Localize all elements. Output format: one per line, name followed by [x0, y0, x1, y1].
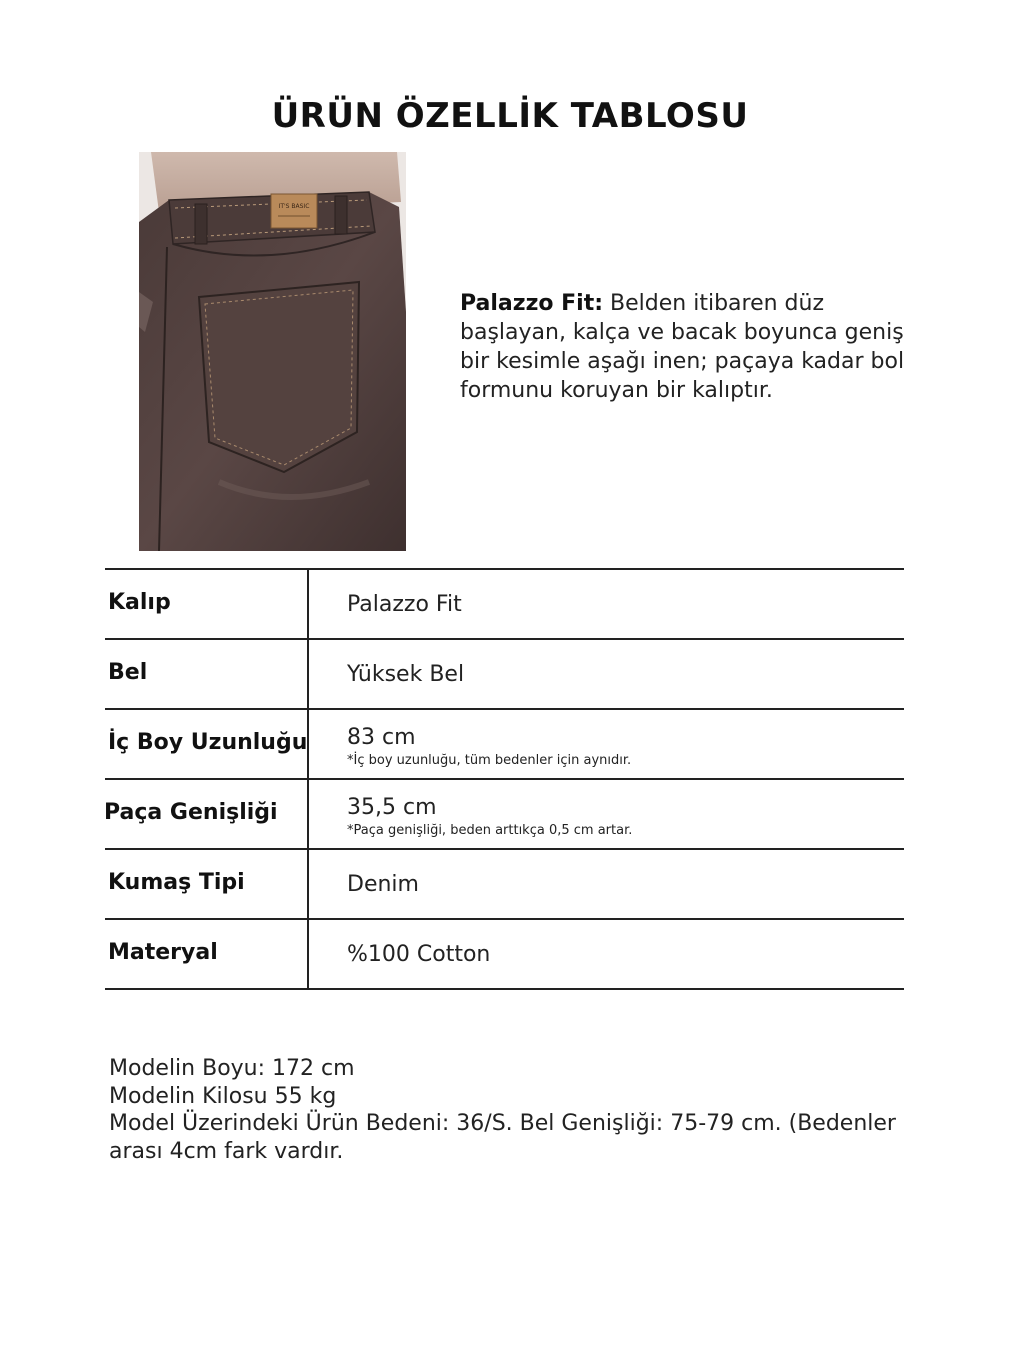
spec-key: Paça Genişliği [104, 800, 278, 825]
spec-value: Palazzo Fit [347, 592, 462, 617]
spec-key: Kalıp [108, 590, 171, 615]
spec-value: Denim [347, 872, 419, 897]
table-row [105, 850, 904, 920]
spec-value: Yüksek Bel [347, 662, 465, 687]
model-height: Modelin Boyu: 172 cm [109, 1056, 355, 1081]
spec-value: %100 Cotton [347, 942, 491, 967]
page-title: ÜRÜN ÖZELLİK TABLOSU [271, 96, 749, 136]
table-row [105, 780, 904, 850]
spec-table [105, 568, 904, 990]
table-row [105, 570, 904, 640]
fit-name: Palazzo Fit: [460, 291, 604, 316]
model-size-note: arası 4cm fark vardır. [109, 1138, 344, 1164]
spec-key: İç Boy Uzunluğu [108, 730, 308, 755]
model-info [109, 1055, 909, 1165]
spec-note: *İç boy uzunluğu, tüm bedenler için aynıdır. [347, 753, 632, 768]
table-row [105, 920, 904, 990]
model-size: Model Üzerindeki Ürün Bedeni: 36/S. Bel Genişliği: 75-79 cm. (Bedenler [109, 1111, 896, 1136]
fit-text: Belden itibaren düz başlayan, kalça ve bacak boyunca geniş bir kesimle aşağı inen; paçaya kadar bol formunu koruyan bir kalıptır. [460, 291, 905, 403]
product-photo [139, 152, 406, 551]
spec-value: 83 cm [347, 725, 416, 750]
spec-note: *Paça genişliği, beden arttıkça 0,5 cm artar. [347, 823, 633, 838]
spec-key: Bel [108, 660, 148, 685]
table-row [105, 640, 904, 710]
table-row [105, 710, 904, 780]
fit-description [460, 289, 930, 405]
spec-key: Kumaş Tipi [108, 870, 245, 895]
model-weight: Modelin Kilosu 55 kg [109, 1083, 337, 1109]
spec-key: Materyal [108, 940, 218, 965]
spec-value: 35,5 cm [347, 795, 437, 820]
label-brand-text: IT'S BASIC [278, 203, 310, 210]
